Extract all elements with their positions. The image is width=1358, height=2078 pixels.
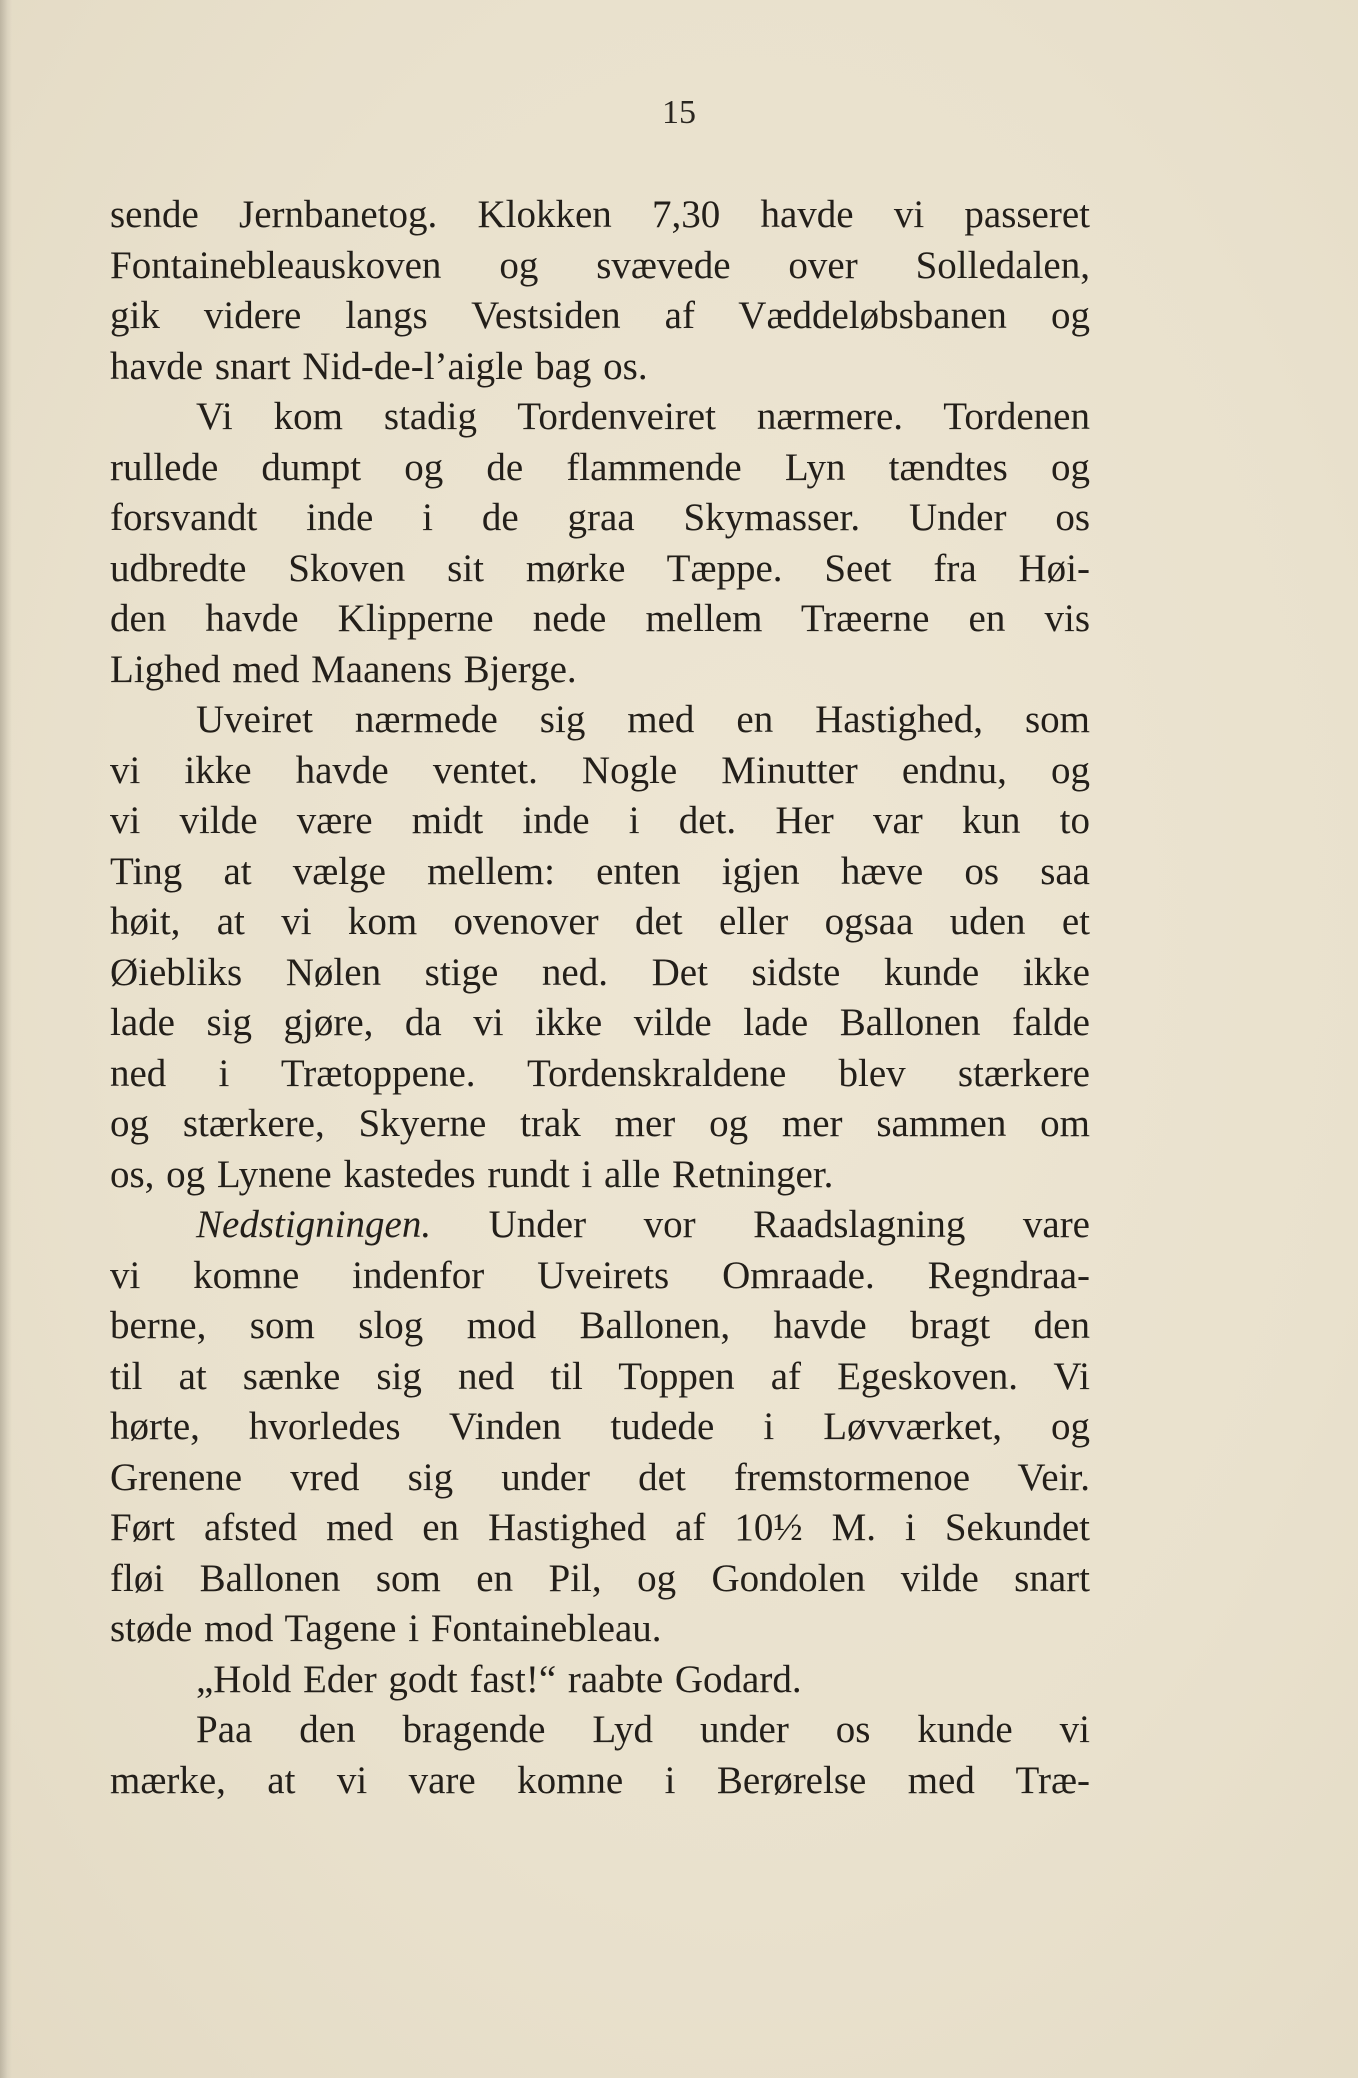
line-text: ned i Trætoppene. Tordenskraldene blev stærkere — [110, 1051, 1090, 1095]
text-line — [110, 1251, 1090, 1302]
text-line — [110, 291, 1090, 342]
line-text: gik videre langs Vestsiden af Væddeløbsbanen og — [110, 294, 1090, 337]
body-text — [110, 190, 1090, 1806]
text-line — [110, 1503, 1090, 1554]
line-text: støde mod Tagene i Fontainebleau. — [110, 1607, 662, 1650]
line-text: vi komne indenfor Uveirets Omraade. Regndraa- — [110, 1253, 1090, 1297]
text-line — [110, 443, 1090, 494]
line-text: fløi Ballonen som en Pil, og Gondolen vilde snart — [110, 1556, 1090, 1600]
line-text: „Hold Eder godt fast!“ raabte Godard. — [196, 1657, 802, 1701]
line-text: Øiebliks Nølen stige ned. Det sidste kunde ikke — [110, 950, 1090, 994]
text-line — [110, 998, 1090, 1049]
line-text: Under vor Raadslagning vare — [431, 1203, 1090, 1246]
text-line — [110, 695, 1090, 746]
text-line — [110, 645, 1090, 696]
line-text: vi vilde være midt inde i det. Her var kun to — [110, 799, 1090, 842]
line-text: Lighed med Maanens Bjerge. — [110, 647, 577, 691]
section-heading-inline: Nedstigningen. — [196, 1203, 432, 1246]
line-text: os, og Lynene kastedes rundt i alle Retninger. — [110, 1152, 834, 1196]
line-text: til at sænke sig ned til Toppen af Egeskoven. Vi — [110, 1354, 1090, 1398]
text-line — [110, 1099, 1090, 1150]
line-text: Grenene vred sig under det fremstormenoe Veir. — [110, 1455, 1090, 1499]
text-line — [110, 1049, 1090, 1100]
text-line — [110, 342, 1090, 393]
line-text: mærke, at vi vare komne i Berørelse med Træ- — [110, 1758, 1090, 1802]
line-text: Uveiret nærmede sig med en Hastighed, som — [196, 698, 1090, 741]
line-text: Ført afsted med en Hastighed af 10½ M. i Sekundet — [110, 1506, 1090, 1549]
text-line — [110, 1705, 1090, 1756]
line-text: Paa den bragende Lyd under os kunde vi — [196, 1708, 1090, 1751]
text-line — [110, 190, 1090, 241]
text-line — [110, 1655, 1090, 1706]
text-line — [110, 241, 1090, 292]
text-line — [110, 493, 1090, 544]
text-line — [110, 796, 1090, 847]
text-line — [110, 544, 1090, 595]
text-line — [110, 847, 1090, 898]
text-line — [110, 1402, 1090, 1453]
line-text: Ting at vælge mellem: enten igjen hæve os saa — [110, 849, 1090, 893]
line-text: Vi kom stadig Tordenveiret nærmere. Tordenen — [196, 395, 1090, 438]
line-text: forsvandt inde i de graa Skymasser. Under os — [110, 496, 1090, 539]
line-text: hørte, hvorledes Vinden tudede i Løvværket, og — [110, 1405, 1090, 1448]
line-text: Fontainebleauskoven og svævede over Solledalen, — [110, 243, 1090, 287]
text-line — [110, 948, 1090, 999]
text-line — [110, 594, 1090, 645]
page-gutter-shadow — [0, 0, 12, 2078]
text-line — [110, 897, 1090, 948]
line-text: lade sig gjøre, da vi ikke vilde lade Ballonen falde — [110, 1001, 1090, 1044]
text-line — [110, 1453, 1090, 1504]
line-text: havde snart Nid-de-l’aigle bag os. — [110, 344, 648, 388]
text-line — [110, 1301, 1090, 1352]
line-text: og stærkere, Skyerne trak mer og mer sammen om — [110, 1102, 1090, 1145]
text-line — [110, 1554, 1090, 1605]
text-line — [110, 746, 1090, 797]
line-text: berne, som slog mod Ballonen, havde bragt den — [110, 1304, 1090, 1347]
line-text: høit, at vi kom ovenover det eller ogsaa uden et — [110, 900, 1090, 943]
text-line — [110, 1200, 1090, 1251]
page-number: 15 — [662, 94, 696, 131]
line-text: den havde Klipperne nede mellem Træerne en vis — [110, 597, 1090, 640]
line-text: vi ikke havde ventet. Nogle Minutter endnu, og — [110, 748, 1090, 792]
text-line — [110, 1756, 1090, 1807]
line-text: rullede dumpt og de flammende Lyn tændtes og — [110, 445, 1090, 489]
line-text: udbredte Skoven sit mørke Tæppe. Seet fra Høi- — [110, 546, 1090, 590]
text-line — [110, 1352, 1090, 1403]
text-line — [110, 1150, 1090, 1201]
line-text: sende Jernbanetog. Klokken 7,30 havde vi passeret — [110, 193, 1090, 236]
text-line — [110, 1604, 1090, 1655]
text-line — [110, 392, 1090, 443]
